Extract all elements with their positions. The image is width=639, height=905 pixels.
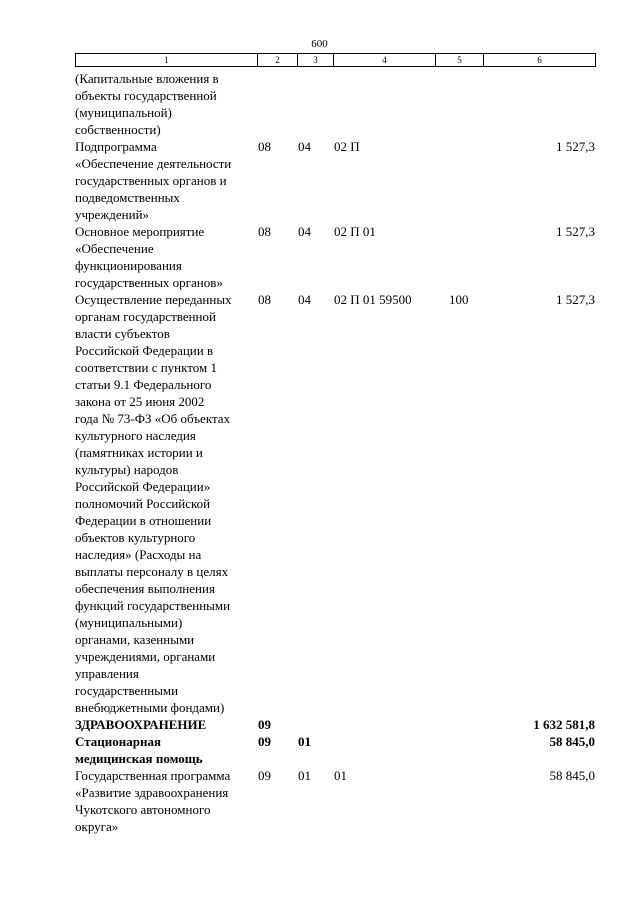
- amount: 58 845,0: [549, 734, 595, 749]
- target-article-code: 01: [334, 768, 347, 783]
- section-code: 09: [258, 768, 271, 783]
- row-name: Государственная программа «Развитие здравоохранения Чукотского автономного округа»: [75, 768, 231, 834]
- amount: 1 527,3: [556, 292, 595, 307]
- column-header-1: 1: [76, 54, 258, 67]
- row-name: Подпрограмма «Обеспечение деятельности государственных органов и подведомственных учреждений»: [75, 139, 232, 222]
- target-article-code: 02 П: [334, 139, 360, 154]
- column-header-5: 5: [436, 54, 484, 67]
- column-header-2: 2: [258, 54, 298, 67]
- subsection-code: 01: [298, 768, 311, 783]
- table-row: [75, 716, 595, 733]
- amount: 1 527,3: [556, 224, 595, 239]
- amount: 1 527,3: [556, 139, 595, 154]
- section-code: 08: [258, 139, 271, 154]
- row-name: (Капитальные вложения в объекты государственной (муниципальной) собственности): [75, 71, 219, 137]
- column-header-4: 4: [334, 54, 436, 67]
- column-header-6: 6: [484, 54, 596, 67]
- target-article-code: 02 П 01: [334, 224, 376, 239]
- row-name: Стационарная медицинская помощь: [75, 734, 203, 766]
- section-code: 08: [258, 292, 271, 307]
- page-number: 600: [311, 38, 328, 50]
- section-code: 08: [258, 224, 271, 239]
- amount: 58 845,0: [549, 768, 595, 783]
- table-row: [75, 733, 595, 767]
- table-row: [75, 223, 595, 291]
- budget-table-body: [75, 70, 595, 835]
- column-header-table: [75, 53, 596, 67]
- table-row: [75, 291, 595, 716]
- table-row: [75, 767, 595, 835]
- expense-type-code: 100: [449, 292, 469, 307]
- row-name: ЗДРАВООХРАНЕНИЕ: [75, 717, 207, 732]
- section-code: 09: [258, 717, 271, 732]
- subsection-code: 04: [298, 224, 311, 239]
- target-article-code: 02 П 01 59500: [334, 292, 412, 307]
- row-name: Осуществление переданных органам государственной власти субъектов Российской Федерации в соответствии с пунктом 1 статьи 9.1 Федерального закона от 25 июня 2002 года № 73-ФЗ «Об объектах культурного наследия (памятниках истории и культуры) народов Российской Федерации» полномочий Российской Федерации в отношении объектов культурного наследия» (Расходы на выплаты персоналу в целях обеспечения выполнения функций государственными (муниципальными) органами, казенными учреждениями, органами управления государственными внебюджетными фондами): [75, 292, 232, 715]
- row-name: Основное мероприятие «Обеспечение функционирования государственных органов»: [75, 224, 223, 290]
- table-row: [75, 70, 595, 138]
- subsection-code: 04: [298, 292, 311, 307]
- subsection-code: 01: [298, 734, 311, 749]
- table-row: [75, 138, 595, 223]
- column-header-3: 3: [298, 54, 334, 67]
- column-header-row: [76, 54, 596, 67]
- section-code: 09: [258, 734, 271, 749]
- amount: 1 632 581,8: [533, 717, 595, 732]
- subsection-code: 04: [298, 139, 311, 154]
